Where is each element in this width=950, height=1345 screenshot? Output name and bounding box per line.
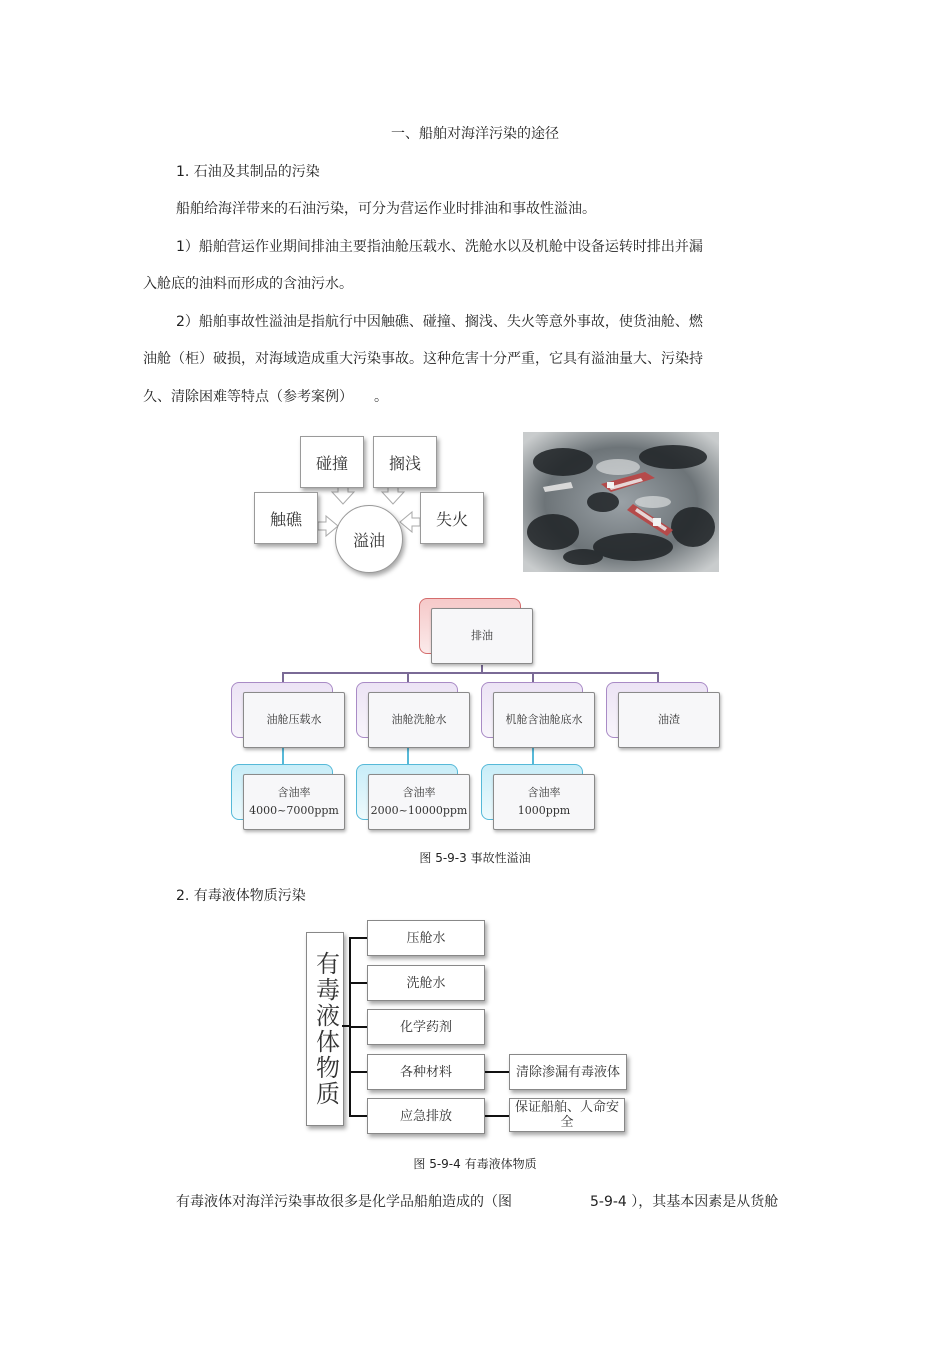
node-ballast-water <box>231 682 333 738</box>
node-rate-bilge <box>481 764 583 820</box>
rate-value: 2000~10000ppm <box>370 804 468 817</box>
connector <box>349 937 367 939</box>
node-bilge-water <box>481 682 583 738</box>
cause-grounding: 搁浅 <box>373 436 437 488</box>
caption-figure-5-9-3: 图 5-9-3 事故性溢油 <box>419 851 531 865</box>
toxic-title-box: 有毒液体物质 <box>306 932 344 1126</box>
rate-label: 含油率 <box>402 786 436 799</box>
node-label: 机舱含油舱底水 <box>505 713 583 726</box>
paragraph-accident-line3: 久、清除困难等特点（参考案例） 。 <box>143 389 388 405</box>
node-label: 排油 <box>471 629 493 642</box>
toxic-item-tank-washing: 洗舱水 <box>367 965 485 1001</box>
connector <box>282 672 658 674</box>
toxic-item-materials: 各种材料 <box>367 1054 485 1090</box>
caption-figure-5-9-4: 图 5-9-4 有毒液体物质 <box>413 1157 537 1171</box>
connector <box>657 672 659 682</box>
subheading-toxic: 2. 有毒液体物质污染 <box>176 888 306 904</box>
paragraph-toxic-b: 5-9-4 ），其基本因素是从货舱 <box>590 1194 779 1210</box>
node-label: 油舱洗舱水 <box>391 713 447 726</box>
connector <box>349 982 367 984</box>
toxic-item-emergency: 应急排放 <box>367 1098 485 1134</box>
paragraph-operational-line2: 入舱底的油料而形成的含油污水。 <box>143 276 353 292</box>
node-rate-ballast <box>231 764 339 820</box>
center-oil-spill: 溢油 <box>335 505 403 573</box>
rate-label: 含油率 <box>527 786 561 799</box>
connector <box>349 1071 367 1073</box>
paragraph-accident-line2: 油舱（柜）破损，对海域造成重大污染事故。这种危害十分严重，它具有溢油量大、污染持 <box>143 351 703 367</box>
connector <box>532 746 534 764</box>
node-tank-washing <box>356 682 458 738</box>
connector <box>407 672 409 682</box>
paragraph-oil-intro: 船舶给海洋带来的石油污染，可分为营运作业时排油和事故性溢油。 <box>176 201 596 217</box>
connector <box>484 1071 510 1073</box>
node-rate-washing <box>356 764 468 820</box>
toxic-item-ballast: 压舱水 <box>367 920 485 956</box>
node-root-oil-discharge <box>419 598 521 654</box>
cause-stranding-reef: 触礁 <box>254 492 318 544</box>
toxic-note-safety: 保证船舶、人命安全 <box>509 1098 625 1132</box>
node-label: 油舱压载水 <box>266 713 322 726</box>
oil-spill-photo <box>523 432 719 572</box>
connector <box>282 672 284 682</box>
connector <box>407 746 409 764</box>
section-title: 一、船舶对海洋污染的途径 <box>391 126 559 142</box>
cause-fire: 失火 <box>420 492 484 544</box>
rate-label: 含油率 <box>277 786 311 799</box>
paragraph-toxic-a: 有毒液体对海洋污染事故很多是化学品船舶造成的（图 <box>176 1194 512 1210</box>
connector <box>282 746 284 764</box>
cause-collision: 碰撞 <box>300 436 364 488</box>
toxic-note-clean-leaks: 清除渗漏有毒液体 <box>509 1054 627 1090</box>
subheading-oil: 1. 石油及其制品的污染 <box>176 164 320 180</box>
node-label: 油渣 <box>658 713 680 726</box>
connector <box>349 1115 367 1117</box>
paragraph-operational-line1: 1）船舶营运作业期间排油主要指油舱压载水、洗舱水以及机舱中设备运转时排出并漏 <box>176 239 703 255</box>
node-oil-residue <box>606 682 708 738</box>
connector <box>532 672 534 682</box>
rate-value: 4000~7000ppm <box>249 804 339 817</box>
toxic-item-chemicals: 化学药剂 <box>367 1009 485 1045</box>
rate-value: 1000ppm <box>517 804 571 817</box>
connector <box>484 1115 510 1117</box>
connector <box>349 1026 367 1028</box>
paragraph-accident-line1: 2）船舶事故性溢油是指航行中因触礁、碰撞、搁浅、失火等意外事故，使货油舱、燃 <box>176 314 703 330</box>
